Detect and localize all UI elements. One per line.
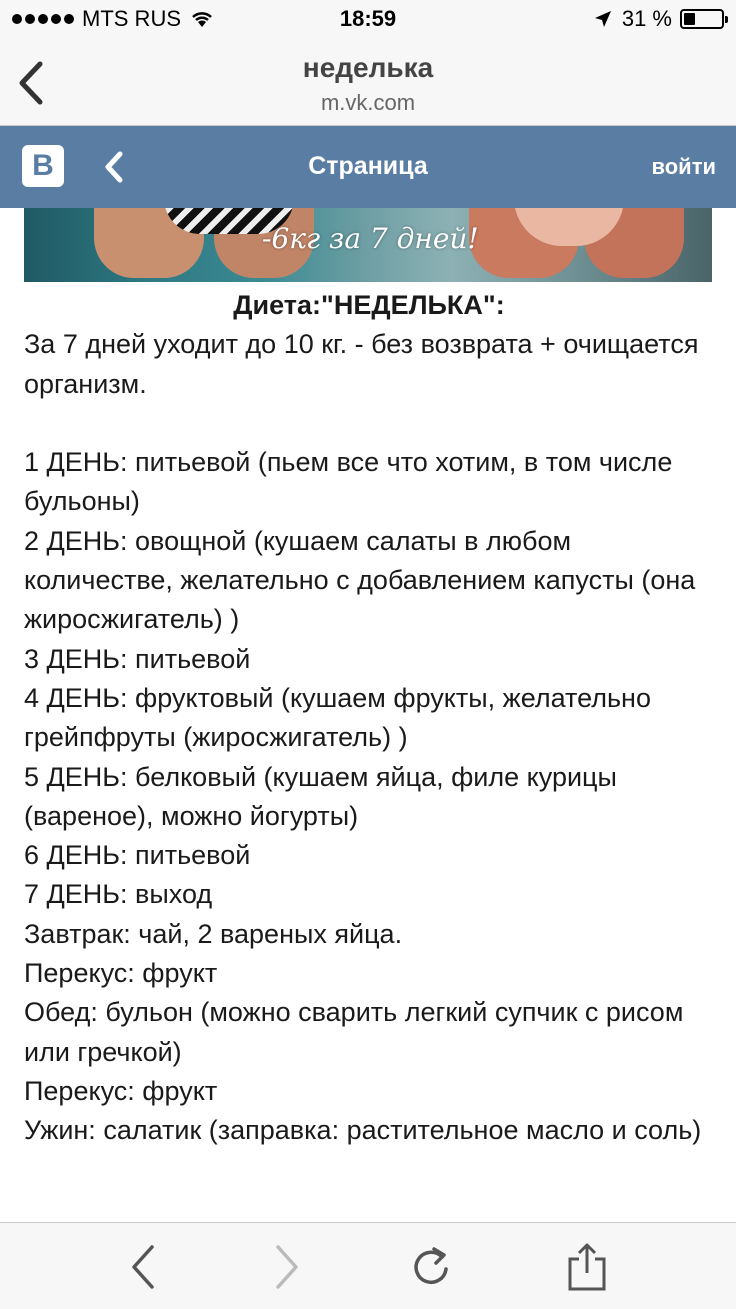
battery-fill <box>684 13 695 25</box>
browser-toolbar <box>0 1222 736 1309</box>
chevron-right-icon[interactable] <box>262 1243 312 1291</box>
vk-page-title: Страница <box>308 152 428 180</box>
post-photo[interactable] <box>24 208 712 282</box>
article-intro: За 7 дней уходит до 10 кг. - без возврата + очищается организм. <box>24 329 699 399</box>
status-right <box>594 6 724 32</box>
article-line: Ужин: салатик (заправка: растительное масло и соль) <box>24 1115 702 1146</box>
article-line: 3 ДЕНЬ: питьевой <box>24 643 251 674</box>
status-bar <box>0 0 736 40</box>
article-line: Обед: бульон (можно сварить легкий супчик с рисом или гречкой) <box>24 997 684 1067</box>
article-line: 2 ДЕНЬ: овощной (кушаем салаты в любом количестве, желательно с добавлением капусты (она жиросжигатель) ) <box>24 525 696 635</box>
carrier-name: MTS RUS <box>82 6 181 31</box>
status-time: 18:59 <box>339 6 397 31</box>
post-text <box>24 286 714 1151</box>
chevron-left-icon[interactable] <box>120 1243 170 1291</box>
photo-caption: -6кг за 7 дней! <box>262 222 479 255</box>
article-line: 4 ДЕНЬ: фруктовый (кушаем фрукты, желательно грейпфруты (жиросжигатель) ) <box>24 682 651 753</box>
article-title: Диета:"НЕДЕЛЬКА": <box>233 290 505 320</box>
battery-percent: 31 % <box>621 6 672 31</box>
article-line: 6 ДЕНЬ: питьевой <box>24 840 251 871</box>
article-line: 7 ДЕНЬ: выход <box>24 879 213 910</box>
browser-header <box>0 40 736 126</box>
article-line: Перекус: фрукт <box>24 1075 218 1106</box>
paragraph-spacer <box>24 404 714 443</box>
login-button[interactable]: войти <box>651 154 716 179</box>
battery-icon <box>680 9 724 29</box>
vk-nav-bar <box>0 126 736 208</box>
article-line: 5 ДЕНЬ: белковый (кушаем яйца, филе курицы (вареное), можно йогурты) <box>24 761 617 831</box>
page-url[interactable]: m.vk.com <box>320 90 416 115</box>
page-title: неделька <box>302 52 434 83</box>
share-icon[interactable] <box>562 1243 612 1291</box>
article-line: 1 ДЕНЬ: питьевой (пьем все что хотим, в том числе бульоны) <box>24 447 673 517</box>
location-arrow-icon <box>594 10 612 28</box>
reload-icon[interactable] <box>406 1243 456 1291</box>
vk-logo[interactable]: B <box>22 145 64 187</box>
article-line: Перекус: фрукт <box>24 958 218 989</box>
article-line: Завтрак: чай, 2 вареных яйца. <box>24 918 403 949</box>
